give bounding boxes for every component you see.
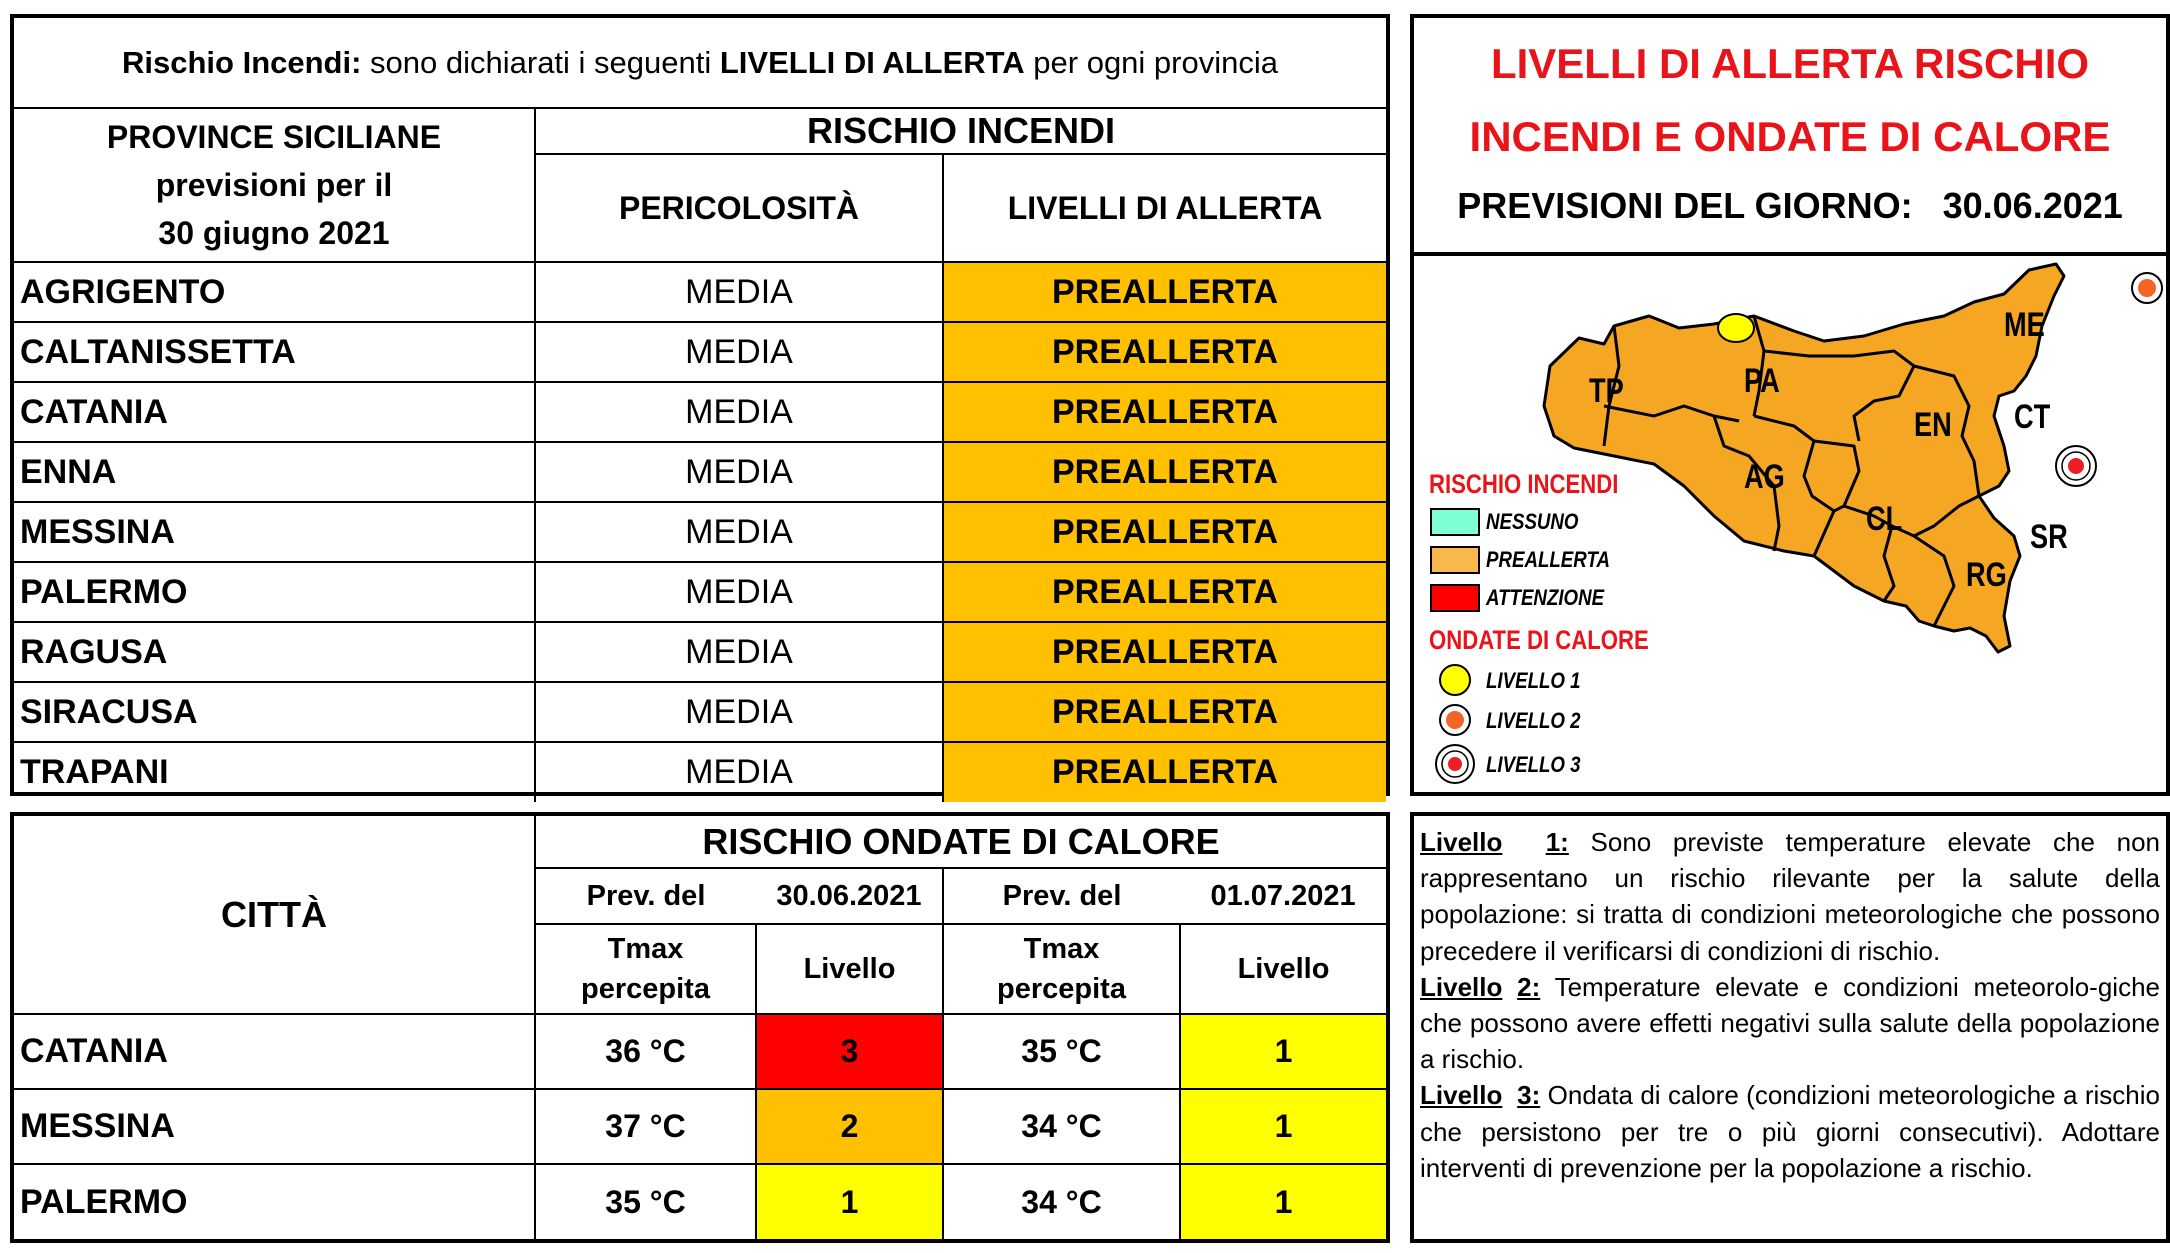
map-label-ct: CT [2014, 397, 2051, 436]
fire-row-danger: MEDIA [535, 562, 943, 622]
fire-row [14, 742, 1386, 802]
yellow-circle-icon [1440, 665, 1470, 695]
heat-row-tmax2: 34 °C [943, 1089, 1180, 1164]
danger-header: PERICOLOSITÀ [535, 154, 943, 262]
red-target-icon [1436, 745, 1474, 783]
heat-wave-table-box [10, 812, 1390, 1243]
tmax-header-2 [943, 924, 1180, 1014]
heat-row-tmax2: 34 °C [943, 1164, 1180, 1239]
forecast-label: PREVISIONI DEL GIORNO: [1457, 185, 1913, 226]
heat-row-level2: 1 [1180, 1089, 1386, 1164]
heat-row-level2: 1 [1180, 1014, 1386, 1089]
province-header-line3: 30 giugno 2021 [158, 215, 390, 251]
fire-row [14, 322, 1386, 382]
heat-row-tmax2: 35 °C [943, 1014, 1180, 1089]
fire-row-alert: PREALLERTA [943, 502, 1386, 562]
heat-row [14, 1014, 1386, 1089]
fire-row [14, 262, 1386, 322]
legend-swatch-nessuno [1430, 508, 1480, 536]
messina-level2-marker [2132, 273, 2162, 303]
heat-wave-table [14, 816, 1386, 1239]
map-label-pa: PA [1744, 361, 1780, 400]
fire-banner-mid: sono dichiarati i seguenti [361, 44, 720, 80]
heat-row-tmax1: 36 °C [535, 1014, 756, 1089]
note3-text: Ondata di calore (condizioni meteorologiche a rischio che persistono per tre o più giorni consecutivi). Adottare interventi di prevenzione per la popolazione a rischio. [1420, 1080, 2160, 1183]
prev-date-2: 01.07.2021 [1180, 868, 1386, 924]
note2-num: 2: [1517, 971, 1541, 1002]
fire-risk-group-header: RISCHIO INCENDI [535, 108, 1386, 154]
prev-date-1: 30.06.2021 [756, 868, 943, 924]
note2-label: Livello [1420, 971, 1503, 1002]
palermo-level1-marker [1718, 314, 1754, 342]
fire-row-alert: PREALLERTA [943, 442, 1386, 502]
map-label-me: ME [2004, 305, 2045, 344]
fire-row-danger: MEDIA [535, 742, 943, 802]
legend-label-nessuno: NESSUNO [1486, 509, 1579, 534]
note1-num: 1: [1545, 827, 1569, 857]
heat-row [14, 1089, 1386, 1164]
fire-risk-table-box [10, 14, 1390, 796]
heat-row-city: PALERMO [14, 1164, 535, 1239]
heat-row-level1: 1 [756, 1164, 943, 1239]
fire-banner-bold1: Rischio Incendi: [122, 44, 362, 80]
orange-target-icon [1440, 705, 1470, 735]
fire-row-danger: MEDIA [535, 682, 943, 742]
fire-row-alert: PREALLERTA [943, 382, 1386, 442]
province-header-line1: PROVINCE SICILIANE [106, 119, 442, 155]
fire-row-province: MESSINA [14, 502, 535, 562]
fire-row [14, 562, 1386, 622]
note-level2 [1420, 969, 2160, 1078]
heat-row-tmax1: 35 °C [535, 1164, 756, 1239]
fire-row-danger: MEDIA [535, 322, 943, 382]
heat-row-level1: 3 [756, 1014, 943, 1089]
heat-row-tmax1: 37 °C [535, 1089, 756, 1164]
legend-swatch-preallerta [1430, 546, 1480, 574]
fire-row-province: PALERMO [14, 562, 535, 622]
heat-group-header: RISCHIO ONDATE DI CALORE [535, 816, 1386, 868]
note2-text: Temperature elevate e condizioni meteorolo-giche che possono avere effetti negativi sulla salute della popolazione a rischio. [1420, 971, 2160, 1075]
fire-row-province: SIRACUSA [14, 682, 535, 742]
fire-row [14, 382, 1386, 442]
catania-level3-marker [2056, 446, 2096, 486]
legend-heat-title: ONDATE DI CALORE [1429, 625, 1649, 655]
note-level1 [1420, 824, 2160, 969]
prev-label-1: Prev. del [535, 868, 756, 924]
fire-row-alert: PREALLERTA [943, 562, 1386, 622]
tmax-header-1-line2: percepita [581, 973, 710, 1005]
heat-row [14, 1164, 1386, 1239]
map-label-sr: SR [2030, 517, 2068, 556]
tmax-header-1 [535, 924, 756, 1014]
note1-label: Livello [1420, 827, 1503, 857]
fire-row-danger: MEDIA [535, 382, 943, 442]
tmax-header-2-line1: Tmax [1023, 933, 1100, 965]
fire-row [14, 622, 1386, 682]
note3-num: 3: [1517, 1080, 1541, 1111]
level-notes [1420, 824, 2160, 1186]
fire-row-alert: PREALLERTA [943, 622, 1386, 682]
alert-header: LIVELLI DI ALLERTA [943, 154, 1386, 262]
heat-row-city: MESSINA [14, 1089, 535, 1164]
map-label-cl: CL [1866, 499, 1903, 538]
title-line1: LIVELLI DI ALLERTA RISCHIO [1490, 40, 2090, 87]
map-label-ag: AG [1744, 457, 1785, 496]
forecast-date: 30.06.2021 [1942, 185, 2123, 226]
fire-row-province: AGRIGENTO [14, 262, 535, 322]
tmax-header-1-line1: Tmax [607, 933, 684, 965]
fire-row [14, 502, 1386, 562]
map-label-tp: TP [1589, 371, 1624, 410]
fire-row [14, 682, 1386, 742]
legend-label-attenzione: ATTENZIONE [1486, 585, 1605, 610]
fire-banner [14, 18, 1386, 108]
title-line2: INCENDI E ONDATE DI CALORE [1469, 113, 2111, 160]
map-label-rg: RG [1966, 555, 2007, 594]
fire-row-danger: MEDIA [535, 622, 943, 682]
legend-label-livello2: LIVELLO 2 [1486, 708, 1581, 733]
sicily-outline [1544, 264, 2064, 652]
fire-banner-end: per ogni provincia [1024, 44, 1278, 80]
fire-row [14, 442, 1386, 502]
note-level3 [1420, 1077, 2160, 1186]
note1-text: Sono previste temperature elevate che non rappresentano un rischio rilevante per la salute della popolazione: si tratta di condizioni meteorologiche che possono precedere il verificarsi di condizioni di rischio. [1420, 827, 2160, 966]
legend-label-preallerta: PREALLERTA [1486, 547, 1610, 572]
fire-row-danger: MEDIA [535, 442, 943, 502]
legend-fire-title: RISCHIO INCENDI [1429, 469, 1619, 499]
note3-label: Livello [1420, 1080, 1503, 1111]
legend-label-livello3: LIVELLO 3 [1486, 752, 1581, 777]
heat-row-level2: 1 [1180, 1164, 1386, 1239]
fire-row-province: CATANIA [14, 382, 535, 442]
heat-row-level1: 2 [756, 1089, 943, 1164]
fire-row-alert: PREALLERTA [943, 322, 1386, 382]
level-header-2: Livello [1180, 924, 1386, 1014]
fire-row-danger: MEDIA [535, 262, 943, 322]
fire-row-province: RAGUSA [14, 622, 535, 682]
title-box [1410, 14, 2170, 256]
city-header: CITTÀ [14, 816, 535, 1014]
notes-box [1410, 812, 2170, 1243]
fire-row-province: TRAPANI [14, 742, 535, 802]
heat-row-city: CATANIA [14, 1014, 535, 1089]
fire-risk-table [14, 18, 1386, 802]
fire-row-province: CALTANISSETTA [14, 322, 535, 382]
fire-banner-bold2: LIVELLI DI ALLERTA [719, 44, 1025, 80]
tmax-header-2-line2: percepita [997, 973, 1126, 1005]
legend-swatch-attenzione [1430, 584, 1480, 612]
legend-heat-icons [1430, 664, 1480, 804]
fire-row-alert: PREALLERTA [943, 262, 1386, 322]
fire-row-province: ENNA [14, 442, 535, 502]
prev-label-2: Prev. del [943, 868, 1180, 924]
map-box [1410, 256, 2170, 796]
fire-row-alert: PREALLERTA [943, 742, 1386, 802]
level-header-1: Livello [756, 924, 943, 1014]
legend-label-livello1: LIVELLO 1 [1486, 668, 1581, 693]
map-label-en: EN [1914, 405, 1952, 444]
fire-row-danger: MEDIA [535, 502, 943, 562]
province-header [14, 108, 535, 262]
province-header-line2: previsioni per il [155, 167, 393, 203]
fire-row-alert: PREALLERTA [943, 682, 1386, 742]
forecast-line [1414, 185, 2166, 227]
